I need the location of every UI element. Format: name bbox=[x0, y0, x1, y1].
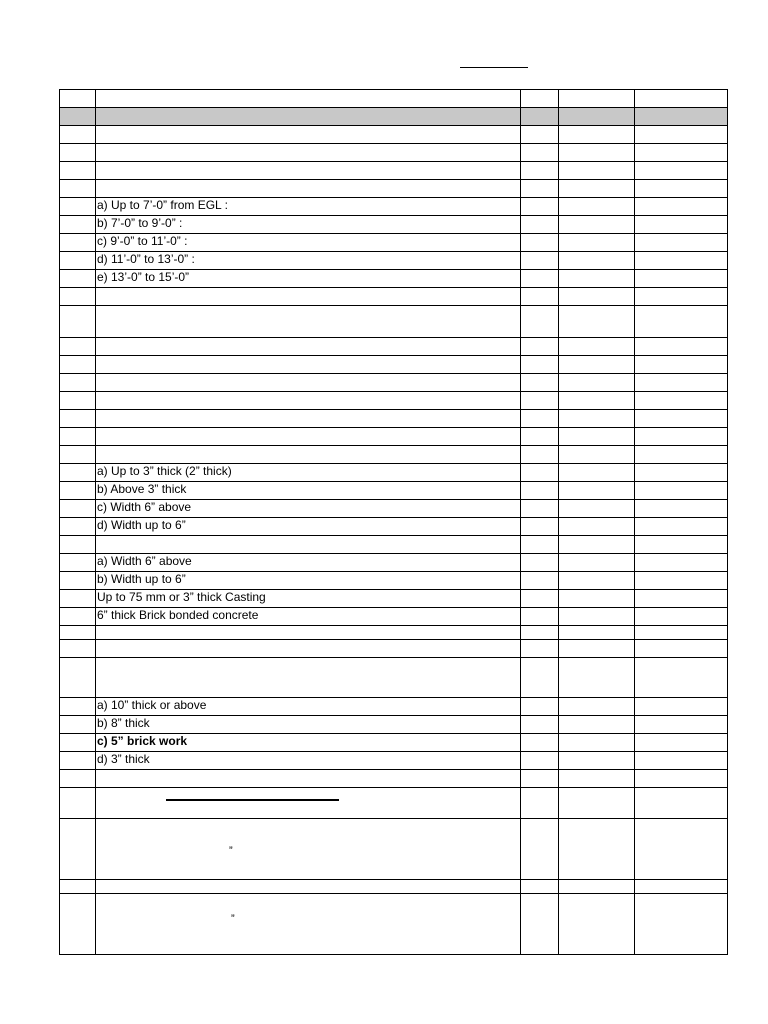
sno-cell bbox=[60, 144, 96, 162]
description-cell: c) Width 6” above bbox=[96, 500, 521, 518]
description-cell: c) 5” brick work bbox=[96, 734, 521, 752]
table-row bbox=[60, 572, 728, 590]
rate-cell bbox=[559, 500, 635, 518]
unit-cell bbox=[521, 144, 559, 162]
description-cell bbox=[96, 894, 521, 955]
description-cell: a) Up to 7’-0” from EGL : bbox=[96, 198, 521, 216]
table-row bbox=[60, 270, 728, 288]
table-row bbox=[60, 716, 728, 734]
sno-cell bbox=[60, 356, 96, 374]
rate-cell bbox=[559, 306, 635, 338]
amount-cell bbox=[635, 590, 728, 608]
amount-cell bbox=[635, 252, 728, 270]
description-cell: b) Above 3” thick bbox=[96, 482, 521, 500]
table-row bbox=[60, 626, 728, 640]
sno-cell bbox=[60, 198, 96, 216]
unit-cell bbox=[521, 216, 559, 234]
rate-cell bbox=[559, 90, 635, 108]
sno-cell bbox=[60, 288, 96, 306]
unit-cell bbox=[521, 374, 559, 392]
unit-cell bbox=[521, 306, 559, 338]
amount-cell bbox=[635, 734, 728, 752]
table-row bbox=[60, 90, 728, 108]
table-row bbox=[60, 216, 728, 234]
amount-cell bbox=[635, 162, 728, 180]
unit-cell bbox=[521, 626, 559, 640]
amount-cell bbox=[635, 819, 728, 880]
unit-cell bbox=[521, 716, 559, 734]
amount-cell bbox=[635, 428, 728, 446]
description-cell bbox=[96, 626, 521, 640]
sno-cell bbox=[60, 626, 96, 640]
description-cell: c) 9’-0” to 11’-0” : bbox=[96, 234, 521, 252]
table-row bbox=[60, 880, 728, 894]
unit-cell bbox=[521, 536, 559, 554]
table-row bbox=[60, 234, 728, 252]
sno-cell bbox=[60, 306, 96, 338]
table-row bbox=[60, 518, 728, 536]
unit-cell bbox=[521, 252, 559, 270]
rate-cell bbox=[559, 819, 635, 880]
table-row bbox=[60, 338, 728, 356]
table-row bbox=[60, 464, 728, 482]
table-row bbox=[60, 698, 728, 716]
table-row bbox=[60, 252, 728, 270]
unit-cell bbox=[521, 410, 559, 428]
amount-cell bbox=[635, 144, 728, 162]
table-row bbox=[60, 108, 728, 126]
rate-cell bbox=[559, 252, 635, 270]
amount-cell bbox=[635, 770, 728, 788]
table-row bbox=[60, 180, 728, 198]
sno-cell bbox=[60, 788, 96, 819]
unit-cell bbox=[521, 770, 559, 788]
description-cell: d) 3” thick bbox=[96, 752, 521, 770]
rate-cell bbox=[559, 356, 635, 374]
rate-cell bbox=[559, 518, 635, 536]
unit-cell bbox=[521, 734, 559, 752]
amount-cell bbox=[635, 270, 728, 288]
sno-cell bbox=[60, 536, 96, 554]
sno-cell bbox=[60, 590, 96, 608]
description-cell bbox=[96, 374, 521, 392]
ditto-mark: ” bbox=[229, 845, 233, 857]
unit-cell bbox=[521, 500, 559, 518]
description-cell bbox=[96, 144, 521, 162]
description-cell: b) 8” thick bbox=[96, 716, 521, 734]
amount-cell bbox=[635, 608, 728, 626]
sno-cell bbox=[60, 446, 96, 464]
description-cell bbox=[96, 819, 521, 880]
unit-cell bbox=[521, 554, 559, 572]
amount-cell bbox=[635, 658, 728, 698]
amount-cell bbox=[635, 216, 728, 234]
amount-cell bbox=[635, 126, 728, 144]
amount-cell bbox=[635, 180, 728, 198]
unit-cell bbox=[521, 288, 559, 306]
amount-cell bbox=[635, 640, 728, 658]
unit-cell bbox=[521, 894, 559, 955]
amount-cell bbox=[635, 410, 728, 428]
amount-cell bbox=[635, 482, 728, 500]
unit-cell bbox=[521, 270, 559, 288]
sno-cell bbox=[60, 108, 96, 126]
table-row bbox=[60, 446, 728, 464]
sno-cell bbox=[60, 752, 96, 770]
sno-cell bbox=[60, 572, 96, 590]
table-row bbox=[60, 482, 728, 500]
table-row bbox=[60, 788, 728, 819]
unit-cell bbox=[521, 640, 559, 658]
sno-cell bbox=[60, 640, 96, 658]
amount-cell bbox=[635, 752, 728, 770]
description-cell: a) Width 6” above bbox=[96, 554, 521, 572]
description-cell bbox=[96, 392, 521, 410]
unit-cell bbox=[521, 658, 559, 698]
table-row bbox=[60, 770, 728, 788]
sno-cell bbox=[60, 252, 96, 270]
unit-cell bbox=[521, 608, 559, 626]
unit-cell bbox=[521, 788, 559, 819]
amount-cell bbox=[635, 894, 728, 955]
unit-cell bbox=[521, 338, 559, 356]
sno-cell bbox=[60, 216, 96, 234]
table-row bbox=[60, 374, 728, 392]
unit-cell bbox=[521, 356, 559, 374]
rate-cell bbox=[559, 752, 635, 770]
amount-cell bbox=[635, 716, 728, 734]
description-cell bbox=[96, 640, 521, 658]
unit-cell bbox=[521, 482, 559, 500]
amount-cell bbox=[635, 198, 728, 216]
sno-cell bbox=[60, 180, 96, 198]
sno-cell bbox=[60, 894, 96, 955]
table-row bbox=[60, 608, 728, 626]
description-cell bbox=[96, 306, 521, 338]
table-row bbox=[60, 144, 728, 162]
amount-cell bbox=[635, 572, 728, 590]
sno-cell bbox=[60, 482, 96, 500]
rate-cell bbox=[559, 428, 635, 446]
rate-cell bbox=[559, 734, 635, 752]
table-row bbox=[60, 288, 728, 306]
unit-cell bbox=[521, 819, 559, 880]
sno-cell bbox=[60, 162, 96, 180]
amount-cell bbox=[635, 356, 728, 374]
description-cell bbox=[96, 410, 521, 428]
table-row bbox=[60, 162, 728, 180]
sno-cell bbox=[60, 554, 96, 572]
description-cell bbox=[96, 338, 521, 356]
table-body bbox=[60, 90, 728, 955]
description-cell bbox=[96, 770, 521, 788]
sno-cell bbox=[60, 338, 96, 356]
amount-cell bbox=[635, 306, 728, 338]
amount-cell bbox=[635, 626, 728, 640]
rate-cell bbox=[559, 144, 635, 162]
table-row bbox=[60, 306, 728, 338]
rate-cell bbox=[559, 894, 635, 955]
table-row bbox=[60, 734, 728, 752]
unit-cell bbox=[521, 518, 559, 536]
rate-cell bbox=[559, 536, 635, 554]
amount-cell bbox=[635, 464, 728, 482]
table-row bbox=[60, 198, 728, 216]
description-cell: b) 7’-0” to 9’-0” : bbox=[96, 216, 521, 234]
rate-cell bbox=[559, 374, 635, 392]
rate-cell bbox=[559, 554, 635, 572]
table-row bbox=[60, 428, 728, 446]
sno-cell bbox=[60, 464, 96, 482]
sno-cell bbox=[60, 716, 96, 734]
sno-cell bbox=[60, 734, 96, 752]
sno-cell bbox=[60, 428, 96, 446]
amount-cell bbox=[635, 234, 728, 252]
amount-cell bbox=[635, 518, 728, 536]
description-cell: 6” thick Brick bonded concrete bbox=[96, 608, 521, 626]
amount-cell bbox=[635, 554, 728, 572]
rate-cell bbox=[559, 338, 635, 356]
sno-cell bbox=[60, 270, 96, 288]
amount-cell bbox=[635, 338, 728, 356]
description-cell bbox=[96, 788, 521, 819]
description-cell: a) 10” thick or above bbox=[96, 698, 521, 716]
sno-cell bbox=[60, 500, 96, 518]
sno-cell bbox=[60, 770, 96, 788]
amount-cell bbox=[635, 108, 728, 126]
title-underline bbox=[460, 67, 528, 68]
amount-cell bbox=[635, 536, 728, 554]
amount-cell bbox=[635, 788, 728, 819]
rate-cell bbox=[559, 198, 635, 216]
description-cell bbox=[96, 288, 521, 306]
unit-cell bbox=[521, 590, 559, 608]
amount-cell bbox=[635, 698, 728, 716]
table-row bbox=[60, 752, 728, 770]
sno-cell bbox=[60, 410, 96, 428]
table-row bbox=[60, 590, 728, 608]
rate-cell bbox=[559, 270, 635, 288]
unit-cell bbox=[521, 234, 559, 252]
description-cell: Up to 75 mm or 3” thick Casting bbox=[96, 590, 521, 608]
rate-cell bbox=[559, 180, 635, 198]
rate-cell bbox=[559, 446, 635, 464]
description-cell bbox=[96, 108, 521, 126]
unit-cell bbox=[521, 464, 559, 482]
rate-cell bbox=[559, 590, 635, 608]
rate-cell bbox=[559, 716, 635, 734]
description-cell: d) 11’-0” to 13’-0” : bbox=[96, 252, 521, 270]
unit-cell bbox=[521, 392, 559, 410]
rate-cell bbox=[559, 216, 635, 234]
rate-cell bbox=[559, 392, 635, 410]
bill-of-quantities-table bbox=[59, 89, 728, 955]
unit-cell bbox=[521, 446, 559, 464]
rate-cell bbox=[559, 880, 635, 894]
sno-cell bbox=[60, 90, 96, 108]
description-cell: a) Up to 3” thick (2” thick) bbox=[96, 464, 521, 482]
amount-cell bbox=[635, 392, 728, 410]
amount-cell bbox=[635, 90, 728, 108]
description-cell bbox=[96, 180, 521, 198]
description-cell bbox=[96, 536, 521, 554]
rate-cell bbox=[559, 482, 635, 500]
unit-cell bbox=[521, 572, 559, 590]
sno-cell bbox=[60, 518, 96, 536]
unit-cell bbox=[521, 198, 559, 216]
rate-cell bbox=[559, 770, 635, 788]
sno-cell bbox=[60, 658, 96, 698]
unit-cell bbox=[521, 180, 559, 198]
rate-cell bbox=[559, 288, 635, 306]
description-cell bbox=[96, 428, 521, 446]
table-row bbox=[60, 894, 728, 955]
rate-cell bbox=[559, 464, 635, 482]
rate-cell bbox=[559, 572, 635, 590]
rate-cell bbox=[559, 234, 635, 252]
rate-cell bbox=[559, 698, 635, 716]
description-cell bbox=[96, 162, 521, 180]
rate-cell bbox=[559, 626, 635, 640]
description-cell bbox=[96, 90, 521, 108]
unit-cell bbox=[521, 108, 559, 126]
sno-cell bbox=[60, 698, 96, 716]
rate-cell bbox=[559, 162, 635, 180]
sno-cell bbox=[60, 819, 96, 880]
amount-cell bbox=[635, 500, 728, 518]
amount-cell bbox=[635, 288, 728, 306]
description-cell bbox=[96, 446, 521, 464]
sno-cell bbox=[60, 392, 96, 410]
table-row bbox=[60, 410, 728, 428]
table-row bbox=[60, 392, 728, 410]
description-cell bbox=[96, 126, 521, 144]
sno-cell bbox=[60, 374, 96, 392]
ditto-mark: ” bbox=[231, 913, 235, 925]
rate-cell bbox=[559, 640, 635, 658]
rate-cell bbox=[559, 108, 635, 126]
unit-cell bbox=[521, 752, 559, 770]
sno-cell bbox=[60, 234, 96, 252]
table-row bbox=[60, 640, 728, 658]
amount-cell bbox=[635, 880, 728, 894]
item-heading-underline bbox=[166, 799, 339, 801]
description-cell bbox=[96, 880, 521, 894]
table-row bbox=[60, 356, 728, 374]
description-cell: d) Width up to 6” bbox=[96, 518, 521, 536]
unit-cell bbox=[521, 162, 559, 180]
rate-cell bbox=[559, 788, 635, 819]
unit-cell bbox=[521, 126, 559, 144]
description-cell: e) 13’-0” to 15’-0” bbox=[96, 270, 521, 288]
sno-cell bbox=[60, 880, 96, 894]
rate-cell bbox=[559, 608, 635, 626]
table-row bbox=[60, 126, 728, 144]
rate-cell bbox=[559, 410, 635, 428]
description-cell bbox=[96, 356, 521, 374]
amount-cell bbox=[635, 374, 728, 392]
table-row bbox=[60, 500, 728, 518]
description-cell bbox=[96, 658, 521, 698]
table-row bbox=[60, 536, 728, 554]
amount-cell bbox=[635, 446, 728, 464]
unit-cell bbox=[521, 428, 559, 446]
table-row bbox=[60, 554, 728, 572]
table-row bbox=[60, 658, 728, 698]
unit-cell bbox=[521, 880, 559, 894]
description-cell: b) Width up to 6” bbox=[96, 572, 521, 590]
rate-cell bbox=[559, 126, 635, 144]
sno-cell bbox=[60, 126, 96, 144]
unit-cell bbox=[521, 698, 559, 716]
table-row bbox=[60, 819, 728, 880]
sno-cell bbox=[60, 608, 96, 626]
rate-cell bbox=[559, 658, 635, 698]
unit-cell bbox=[521, 90, 559, 108]
